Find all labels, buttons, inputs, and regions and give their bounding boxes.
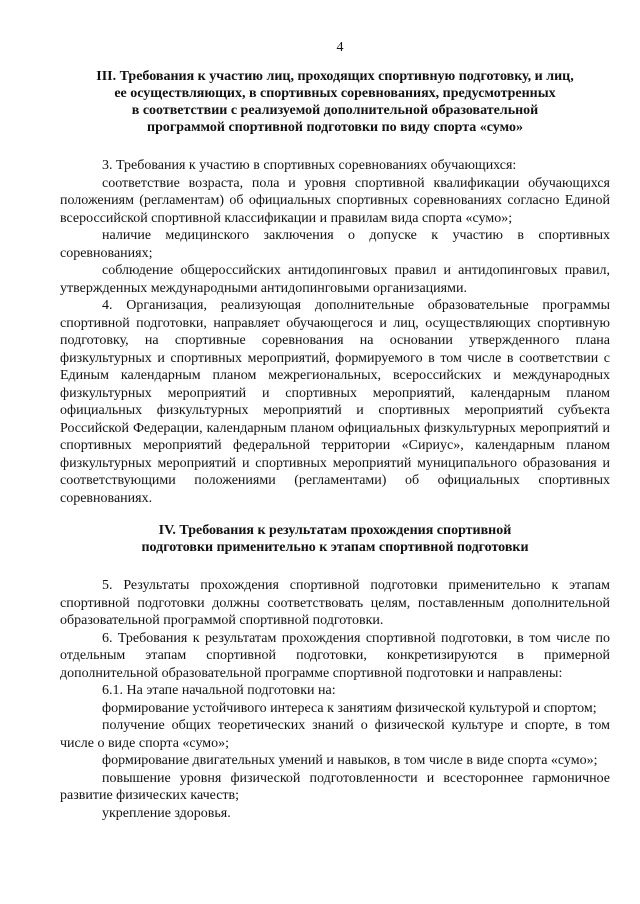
paragraph: формирование двигательных умений и навыков, в том числе в виде спорта «сумо»;: [102, 753, 598, 768]
paragraph: 3. Требования к участию в спортивных соревнованиях обучающихся:: [102, 158, 517, 173]
section-3-body: [60, 157, 610, 507]
paragraph: повышение уровня физической подготовленности и всестороннее гармоничное развитие физических качеств;: [60, 770, 610, 803]
paragraph: 4. Организация, реализующая дополнительные образовательные программы спортивной подготовки, направляет обучающегося и лиц, осуществляющих спортивную подготовку, на спортивные соревнования на основании утвержденного плана физкультурных и спортивных мероприятий, формируемого в том числе в соответствии с Единым календарным планом межрегиональных, всероссийских и международных физкультурных мероприятий и спортивных мероприятий, календарным планом официальных физкультурных мероприятий и спортивных мероприятий субъекта Российской Федерации, календарным планом официальных физкультурных мероприятий и спортивных мероприятий федеральной территории «Сириус», календарным планом физкультурных мероприятий и спортивных мероприятий муниципального образования и соответствующими положениями (регламентами) об официальных спортивных соревнованиях.: [60, 298, 610, 506]
paragraph: наличие медицинского заключения о допуске к участию в спортивных соревнованиях;: [60, 228, 610, 261]
section-4-heading: IV. Требования к результатам прохождения спортивной подготовки применительно к этапам спортивной подготовки: [141, 523, 529, 555]
page-number: 4: [336, 40, 344, 55]
paragraph: укрепление здоровья.: [102, 805, 231, 821]
section-3-heading: III. Требования к участию лиц, проходящих спортивную подготовку, и лиц, ее осуществляющих, в спортивных соревнованиях, предусмотренных в соответствии с реализуемой дополнительной образовательной программой спортивной подготовки по виду спорта «сумо»: [96, 69, 574, 135]
paragraph: получение общих теоретических знаний о физической культуре и спорте, в том числе о виде спорта «сумо»;: [60, 718, 610, 751]
section-4-body: [60, 577, 610, 822]
paragraph: 6.1. На этапе начальной подготовки на:: [102, 683, 336, 698]
paragraph: соответствие возраста, пола и уровня спортивной квалификации обучающихся положениям (регламентам) об официальных спортивных соревнованиях согласно Единой всероссийской спортивной классификации и правилам вида спорта «сумо»;: [60, 175, 610, 226]
paragraph: 6. Требования к результатам прохождения спортивной подготовки, в том числе по отдельным этапам спортивной подготовки, конкретизируются в примерной дополнительной образовательной программе спортивной подготовки и направлены:: [60, 630, 610, 681]
paragraph: формирование устойчивого интереса к занятиям физической культурой и спортом;: [102, 700, 597, 716]
paragraph: соблюдение общероссийских антидопинговых правил и антидопинговых правил, утвержденных международными антидопинговыми организациями.: [60, 263, 610, 296]
paragraph: 5. Результаты прохождения спортивной подготовки применительно к этапам спортивной подготовки должны соответствовать целям, поставленным дополнительной образовательной программой спортивной подготовки.: [60, 578, 610, 628]
